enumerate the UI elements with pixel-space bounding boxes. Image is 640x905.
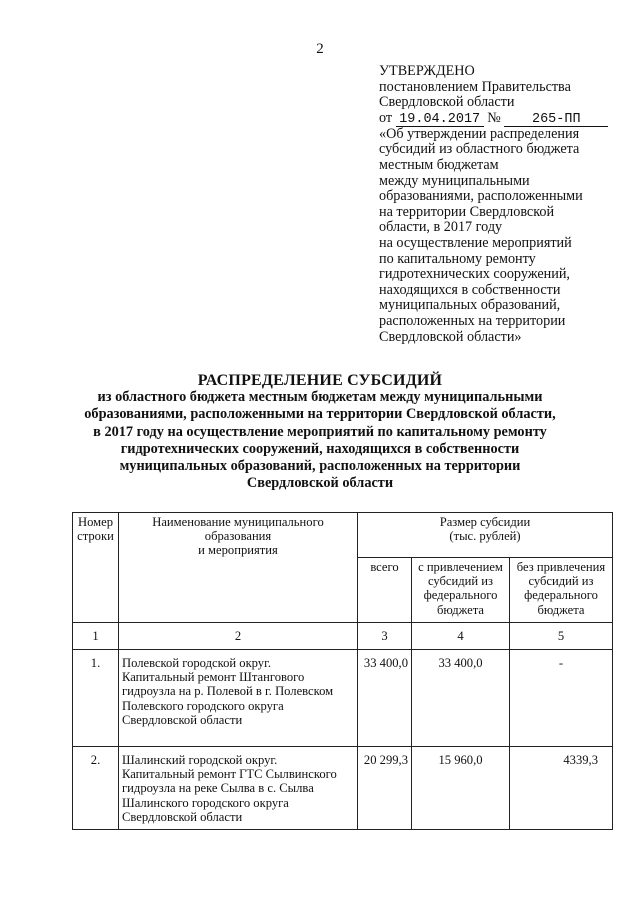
header-without-federal: без привлечения субсидий из федерального бюджета: [510, 558, 613, 623]
approval-line: муниципальных образований,: [379, 297, 561, 314]
approval-line: по капитальному ремонту: [379, 250, 536, 267]
approval-date-line: [379, 111, 634, 127]
row-without-federal: 4339,3: [510, 747, 613, 830]
header-amount: Размер субсидии (тыс. рублей): [358, 513, 613, 558]
row-with-federal: 15 960,0: [412, 747, 510, 830]
approval-date: 19.04.2017: [396, 113, 484, 127]
approval-line: области, в 2017 году: [379, 219, 503, 236]
approval-line: на территории Свердловской: [379, 203, 555, 220]
row-total: 33 400,0: [358, 650, 412, 747]
approval-line: находящихся в собственности: [379, 281, 561, 298]
table-row: [73, 650, 613, 747]
approval-line: Свердловской области: [379, 94, 515, 111]
approval-number: 265-ПП: [504, 113, 608, 127]
approval-line: расположенных на территории: [379, 312, 566, 329]
title-line: Свердловской области: [246, 475, 394, 492]
header-name: Наименование муниципального образования и мероприятия: [119, 513, 358, 623]
column-number: 4: [412, 623, 510, 650]
title-main: РАСПРЕДЕЛЕНИЕ СУБСИДИЙ: [197, 372, 443, 389]
approval-heading: УТВЕРЖДЕНО: [379, 63, 475, 79]
approval-block: [379, 64, 634, 345]
row-number: 1.: [73, 650, 119, 747]
title-line: в 2017 году на осуществление мероприятий по капитальному ремонту: [93, 423, 547, 440]
row-without-federal: -: [510, 650, 613, 747]
header-total: всего: [358, 558, 412, 623]
title-line: из областного бюджета местным бюджетам между муниципальными: [97, 389, 543, 406]
page-number: 2: [316, 41, 324, 57]
title-line: образованиями, расположенными на территории Свердловской области,: [84, 406, 556, 423]
row-number: 2.: [73, 747, 119, 830]
number-prefix: №: [487, 109, 501, 126]
row-name: Шалинский городской округ. Капитальный ремонт ГТС Сылвинского гидроузла на реке Сылва в с. Сылва Шалинского городского округа Свердловской области: [119, 747, 358, 830]
column-number: 5: [510, 623, 613, 650]
column-number: 1: [73, 623, 119, 650]
row-with-federal: 33 400,0: [412, 650, 510, 747]
header-row-number: Номер строки: [73, 513, 119, 623]
approval-line: «Об утверждении распределения: [379, 125, 580, 142]
approval-line: образованиями, расположенными: [379, 188, 583, 205]
row-total: 20 299,3: [358, 747, 412, 830]
approval-line: на осуществление мероприятий: [379, 234, 572, 251]
column-number: 2: [119, 623, 358, 650]
date-prefix: от: [379, 109, 393, 126]
table-header-row: [73, 513, 613, 558]
document-title: [60, 372, 580, 492]
approval-line: постановлением Правительства: [379, 78, 571, 95]
approval-line: Свердловской области»: [379, 328, 522, 345]
subsidy-table: [72, 512, 613, 830]
approval-line: местным бюджетам: [379, 156, 499, 173]
approval-text: [379, 127, 634, 345]
table-row: [73, 747, 613, 830]
approval-line: между муниципальными: [379, 172, 530, 189]
row-name: Полевской городской округ. Капитальный ремонт Штангового гидроузла на р. Полевой в г. Полевском Полевского городского округа Свердловской области: [119, 650, 358, 747]
approval-line: гидротехнических сооружений,: [379, 266, 570, 283]
header-with-federal: с привлечением субсидий из федерального бюджета: [412, 558, 510, 623]
column-number: 3: [358, 623, 412, 650]
title-line: гидротехнических сооружений, находящихся в собственности: [120, 440, 520, 457]
approval-line: субсидий из областного бюджета: [379, 141, 580, 158]
column-number-row: [73, 623, 613, 650]
title-line: муниципальных образований, расположенных на территории: [119, 458, 521, 475]
